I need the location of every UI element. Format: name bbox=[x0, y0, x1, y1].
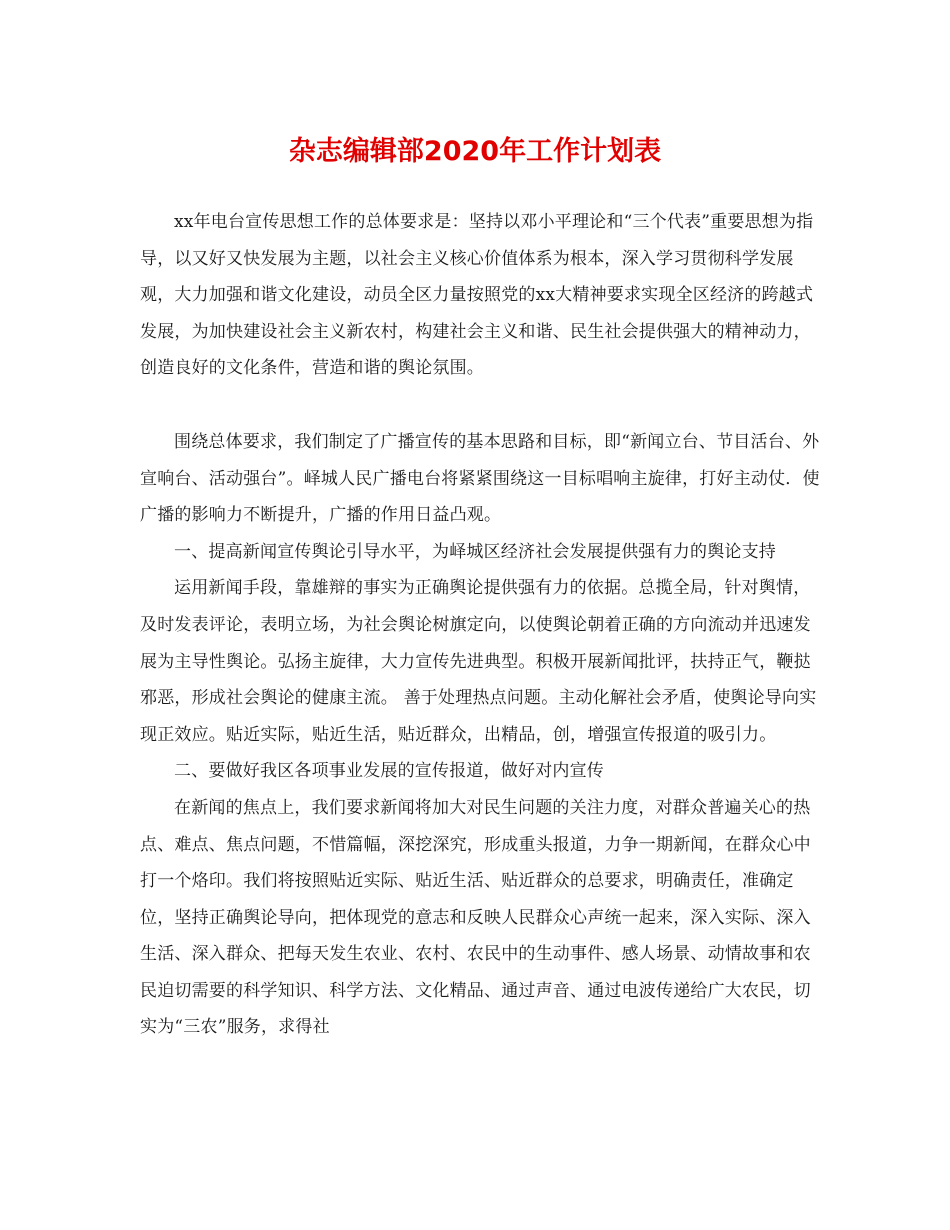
section-heading-1: 一、提高新闻宣传舆论引导水平，为峄城区经济社会发展提供强有力的舆论支持 bbox=[174, 541, 776, 562]
document-title: 杂志编辑部2020年工作计划表 bbox=[288, 136, 662, 167]
section-heading-2: 二、要做好我区各项事业发展的宣传报道，做好对内宣传 bbox=[174, 761, 604, 782]
document-body bbox=[140, 204, 820, 1046]
paragraph-goals: 围绕总体要求，我们制定了广播宣传的基本思路和目标，即“新闻立台、节目活台、外宣响台、活动强台”。峄城人民广播电台将紧紧围绕这一目标唱响主旋律，打好主动仗．使广播的影响力不断提升，广播的作用日益凸观。 bbox=[140, 431, 820, 526]
paragraph-overview: xx年电台宣传思想工作的总体要求是：坚持以邓小平理论和“三个代表”重要思想为指导，以又好又快发展为主题，以社会主义核心价值体系为根本，深入学习贯彻科学发展观，大力加强和谐文化建设，动员全区力量按照党的xx大精神要求实现全区经济的跨越式发展，为加快建设社会主义新农村，构建社会主义和谐、民生社会提供强大的精神动力，创造良好的文化条件，营造和谐的舆论氛围。 bbox=[140, 212, 814, 379]
paragraph-section-1: 运用新闻手段，靠雄辩的事实为正确舆论提供强有力的依据。总揽全局，针对舆情，及时发表评论，表明立场，为社会舆论树旗定向，以使舆论朝着正确的方向流动并迅速发展为主导性舆论。弘扬主旋律，大力宣传先进典型。积极开展新闻批评，扶持正气，鞭挞邪恶，形成社会舆论的健康主流。 善于处理热点问题。主动化解社会矛盾，使舆论导向实现正效应。贴近实际，贴近生活，贴近群众，出精品，创，增强宣传报道的吸引力。 bbox=[140, 578, 817, 745]
paragraph-section-2: 在新闻的焦点上，我们要求新闻将加大对民生问题的关注力度，对群众普遍关心的热点、难点、焦点问题，不惜篇幅，深挖深究，形成重头报道，力争一期新闻，在群众心中打一个烙印。我们将按照贴近实际、贴近生活、贴近群众的总要求，明确责任，准确定位，坚持正确舆论导向，把体现党的意志和反映人民群众心声统一起来，深入实际、深入生活、深入群众、把每天发生农业、农村、农民中的生动事件、感人场景、动情故事和农民迫切需要的科学知识、科学方法、文化精品、通过声音、通过电波传递给广大农民，切实为“三农”服务，求得社 bbox=[140, 797, 811, 1038]
